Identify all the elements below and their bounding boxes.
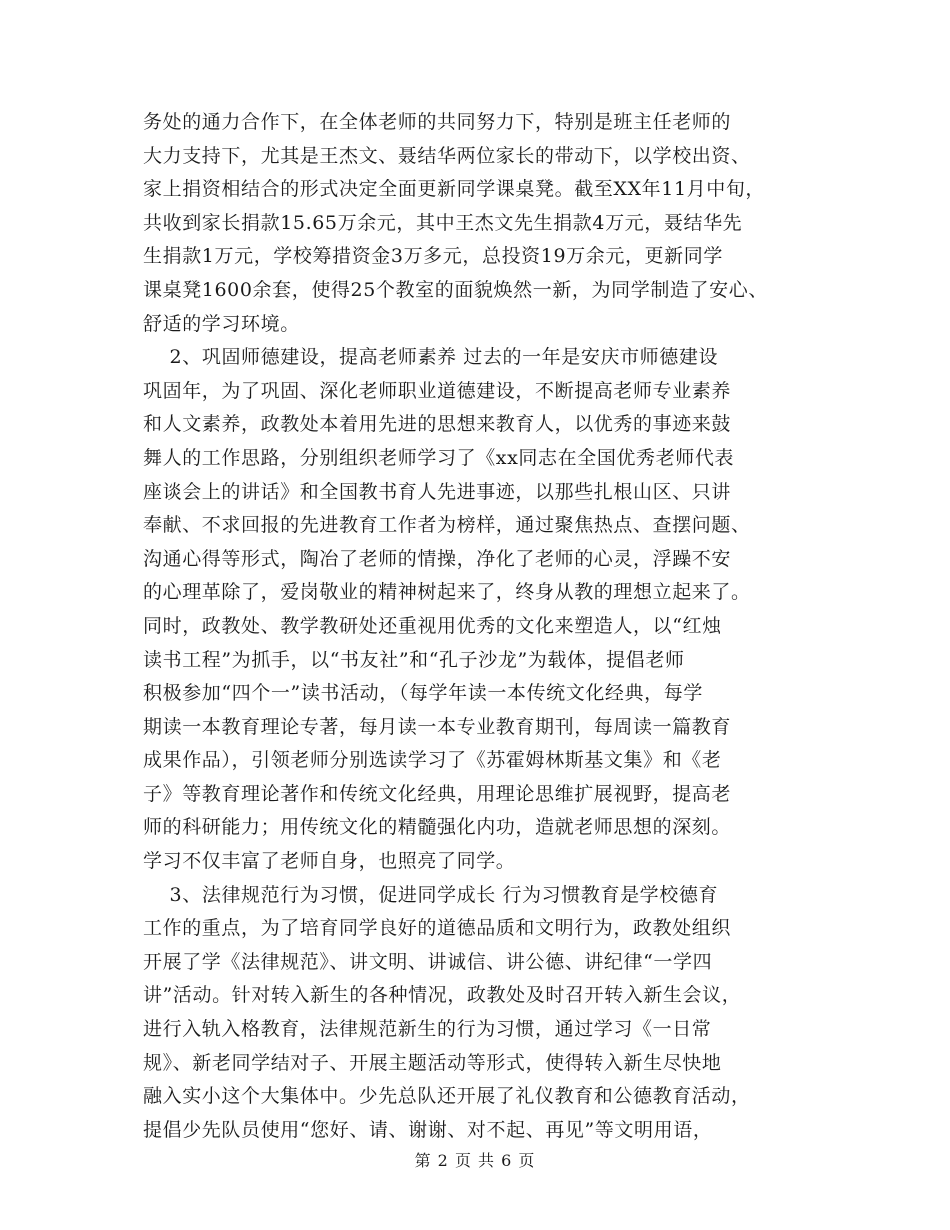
- text-line: 融入实小这个大集体中。少先总队还开展了礼仪教育和公德教育活动，: [143, 1085, 751, 1108]
- text-line: 务处的通力合作下，在全体老师的共同努力下，特别是班主任老师的: [143, 111, 732, 133]
- text-line: 成果作品），引领老师分别选读学习了《苏霍姆林斯基文集》和《老: [143, 749, 722, 772]
- text-line: 大力支持下，尤其是王杰文、聂结华两位家长的带动下，以学校出资、: [143, 144, 751, 167]
- text-line: 工作的重点，为了培育同学良好的道德品质和文明行为，政教处组织: [143, 917, 732, 940]
- text-line: 沟通心得等形式，陶冶了老师的情操，净化了老师的心灵，浮躁不安: [143, 547, 732, 570]
- text-line: 座谈会上的讲话》和全国教书育人先进事迹，以那些扎根山区、只讲: [143, 480, 732, 503]
- text-line: 学习不仅丰富了老师自身，也照亮了同学。: [143, 850, 516, 873]
- text-line: 子》等教育理论著作和传统文化经典，用理论思维扩展视野，提高老: [143, 782, 732, 805]
- text-line: 和人文素养，政教处本着用先进的思想来教育人，以优秀的事迹来鼓: [143, 413, 732, 436]
- text-line: 的心理革除了，爱岗敬业的精神树起来了，终身从教的理想立起来了。: [143, 581, 751, 604]
- text-line: 讲”活动。针对转入新生的各种情况，政教处及时召开转入新生会议，: [143, 984, 742, 1007]
- text-line: 家上捐资相结合的形式决定全面更新同学课桌凳。截至XX年11月中旬，: [143, 178, 766, 201]
- text-line: 舒适的学习环境。: [143, 312, 300, 335]
- text-line: 共收到家长捐款15.65万余元，其中王杰文先生捐款4万元，聂结华先: [143, 211, 743, 234]
- text-line: 提倡少先队员使用“您好、请、谢谢、对不起、再见”等文明用语，: [143, 1118, 713, 1141]
- text-line: 巩固年，为了巩固、深化老师职业道德建设，不断提高老师专业素养: [143, 379, 732, 402]
- text-line: 读书工程”为抓手，以“书友社”和“孔子沙龙”为载体，提倡老师: [143, 648, 685, 671]
- text-line: 同时，政教处、教学教研处还重视用优秀的文化来塑造人，以“红烛: [143, 614, 722, 637]
- text-line: 开展了学《法律规范》、讲文明、讲诚信、讲公德、讲纪律“一学四: [143, 950, 713, 973]
- text-line: 期读一本教育理论专著，每月读一本专业教育期刊，每周读一篇教育: [143, 715, 732, 738]
- text-line: 课桌凳1600余套，使得25个教室的面貌焕然一新，为同学制造了安心、: [143, 278, 768, 301]
- text-line: 规》、新老同学结对子、开展主题活动等形式，使得转入新生尽快地: [143, 1051, 722, 1074]
- text-line: 进行入轨入格教育，法律规范新生的行为习惯，通过学习《一日常: [143, 1018, 712, 1041]
- text-line: 2、巩固师德建设，提高老师素养 过去的一年是安庆市师德建设: [143, 346, 719, 369]
- text-line: 3、法律规范行为习惯，促进同学成长 行为习惯教育是学校德育: [143, 883, 719, 906]
- text-line: 舞人的工作思路，分别组织老师学习了《xx同志在全国优秀老师代表: [143, 446, 735, 469]
- text-line: 师的科研能力；用传统文化的精髓强化内功，造就老师思想的深刻。: [143, 816, 732, 839]
- body-text: [143, 106, 833, 1147]
- text-line: 生捐款1万元，学校筹措资金3万多元，总投资19万余元，更新同学: [143, 245, 723, 268]
- text-line: 奉献、不求回报的先进教育工作者为榜样，通过聚焦热点、查摆问题、: [143, 514, 751, 537]
- text-line: 积极参加“四个一”读书活动，（每学年读一本传统文化经典，每学: [143, 682, 703, 705]
- page-footer: 第 2 页 共 6 页: [414, 1151, 536, 1170]
